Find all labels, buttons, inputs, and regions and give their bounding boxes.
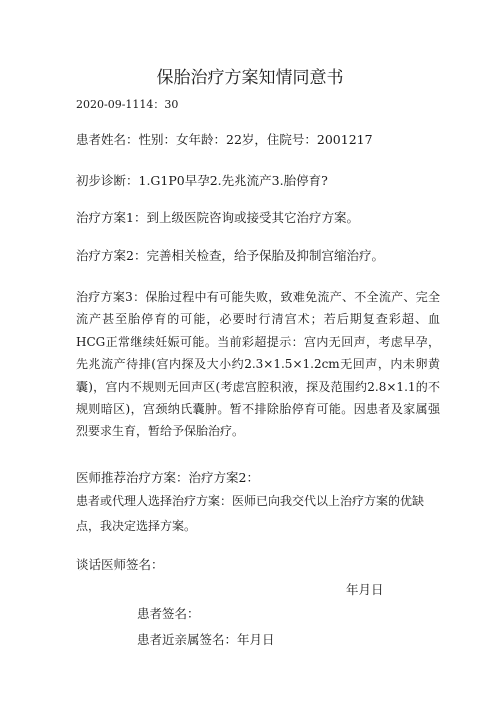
document-datetime: 2020-09-1114：30 (76, 98, 179, 111)
relative-signature-label: 患者近亲属签名：年月日 (137, 632, 275, 647)
document-title: 保胎治疗方案知情同意书 (156, 68, 344, 88)
patient-info: 患者姓名：性别：女年龄：22岁，住院号：2001217 (76, 132, 373, 147)
recommended-plan: 医师推荐治疗方案：治疗方案2： (76, 470, 259, 485)
treatment-plan-3: 治疗方案3：保胎过程中有可能失败，致难免流产、不全流产、完全流产甚至胎停育的可能，必要时行清宫术；若后期复查彩超、血HCG正常继续妊娠可能。当前彩超提示：宫内无回声，考虑早孕，先兆流产待排(宫内探及大小约2.3×1.5×1.2cm无回声，内未卵黄囊)，宫内不规则无回声区(考虑宫腔积液，探及范围约2.8×1.1的不规则暗区)，宫颈纳氏囊肿。暂不排除胎停育可能。因患者及家属强烈要求生育，暂给予保胎治疗。 (76, 290, 440, 439)
patient-signature-label: 患者签名： (137, 606, 200, 621)
patient-choice-statement: 患者或代理人选择治疗方案：医师已向我交代以上治疗方案的优缺点，我决定选择方案。 (76, 494, 425, 533)
date-label: 年月日 (346, 582, 384, 597)
treatment-plan-2: 治疗方案2：完善相关检查，给予保胎及抑制宫缩治疗。 (76, 248, 384, 263)
diagnosis-line: 初步诊断：1.G1P0早孕2.先兆流产3.胎停育? (76, 173, 328, 188)
treatment-plan-1: 治疗方案1：到上级医院咨询或接受其它治疗方案。 (76, 210, 359, 225)
doctor-signature-label: 谈话医师签名： (76, 557, 164, 572)
